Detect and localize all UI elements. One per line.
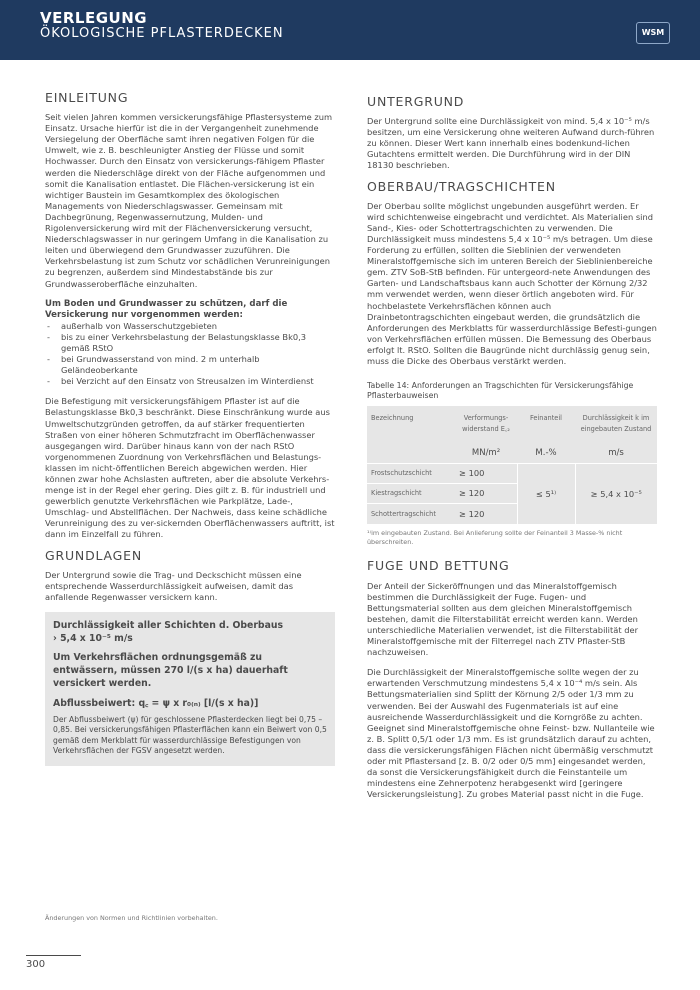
box-note: Der Abflussbeiwert (ψ) für geschlossene Pflasterdecken liegt bei 0,75 – 0,85. Bei versickerungsfähigen Pflasterflächen kann ein Beiwert von 0,5 gemäß dem Merkblatt für wasserdurchlässige Befestigungen von Verkehrsflächen der FGSV angesetzt werden. bbox=[53, 715, 327, 756]
disclaimer-note: Änderungen von Normen und Richtlinien vorbehalten. bbox=[45, 914, 218, 922]
table-cell-name: Kiestragschicht bbox=[371, 489, 422, 498]
table-unit-cell: MN/m² bbox=[471, 448, 501, 459]
box-formula: Abflussbeiwert: q꜀ = ψ x r₀₍ₙ₎ [l/(s x ha)] bbox=[53, 697, 259, 709]
section-heading-grundlagen: GRUNDLAGEN bbox=[45, 547, 143, 563]
right-column bbox=[367, 96, 657, 809]
fuge-paragraph-2: Die Durchlässigkeit der Mineralstoffgemische sollte wegen der zu erwartenden Verschmutzung mindestens 5,4 x 10⁻⁴ m/s sein. Als Bettungsmaterialien sind Splitt der Körnung 2/5 oder 1/3 mm zu verwenden. Bei der Auswahl des Fugenmaterials ist auf eine ausreichende Wasserdurchlässigkeit und die Korngröße zu achten. Geeignet sind Mineralstoffgemische ohne Feinst- bzw. Nullanteile wie z. B. Splitt 0,5/1 oder 1/3 mm. Es ist grundsätzlich darauf zu achten, dass die versickerungsfähigen Flächen nicht übermäßig verschmutzt oder mit Pflastersand [z. B. 0/2 oder 0/5 mm] eingesandet werden, da sonst die Versickerungsfähigkeit durch die Feinstanteile um mindestens eine Zehnerpotenz herabgesenkt wird [geringere Versickerungsleistung]. Zu grobes Material passt nicht in die Fuge. bbox=[367, 667, 655, 800]
section-heading-untergrund: UNTERGRUND bbox=[367, 94, 465, 109]
table-cell-value: ≥ 120 bbox=[459, 488, 485, 499]
left-column bbox=[45, 92, 335, 766]
oberbau-paragraph: Der Oberbau sollte möglichst ungebunden ausgeführt werden. Er wird schichtenweise eingebracht und verdichtet. Als Materialien sind Sand-, Kies- oder Schottertragschichten zu verwenden. Die Durchlässigkeit muss mindestens 5,4 x 10⁻⁵ m/s betragen. Um diese Forderung zu erfüllen, sollten die Sieblinien der verwendeten Mineralstoffgemische sich im unteren Bereich der Sieblinienbereiche gem. ZTV SoB-StB befinden. Für untergeord-nete Anwendungen des Garten- und Landschaftsbaus kann auch Schotter der Körnung 2/32 mm verwendet werden, wenn dieser örtlich angeboten wird. Für hochbelastete Verkehrsflächen können auch Drainbetontragschichten eingebaut werden, die grundsätzlich die Anforderungen des Merkblatts für wasserdurchlässige Befesti-gungen von Verkehrsflächen erfüllen müssen. Die Bemessung des Oberbaus erfolgt lt. RStO. Sollten die Baugründe nicht durchlässig genug sein, muss die Dicke des Oberbaus verstärkt werden. bbox=[367, 200, 657, 366]
table-caption: Tabelle 14: Anforderungen an Tragschichten für Versickerungsfähige Pflasterbauweisen bbox=[367, 381, 634, 401]
table-cell-value: ≥ 100 bbox=[459, 468, 485, 479]
list-item: - außerhalb von Wasserschutzgebieten bbox=[45, 321, 335, 332]
table-unit-cell: M.-% bbox=[535, 448, 557, 459]
einleitung-paragraph-1: Seit vielen Jahren kommen versickerungsfähige Pflastersysteme zum Einsatz. Ursache hierfür ist die in der Vergangenheit zunehmende Versiegelung der Oberfläche samt ihren negativen Folgen für die Umwelt, wie z. B. beschleunigter Anstieg der Flüsse und somit Hochwasser. Durch den Einsatz von versickerungs-fähigem Pflaster werden die Niederschläge direkt von der Fläche aufgenommen und somit die Kanalisation entlastet. Die Flächen-versickerung ist ein wichtiger Baustein im Gesamtkomplex des ökologischen Managements von Niederschlagswasser. Gemeinsam mit Dachbegrünung, Regenwassernutzung, Mulden- und Rigolenversickerung wird mit der Flächenversickerung versucht, Niederschlagswasser in nur geringem Umfang in die Kanalisation zu leiten und überwiegend dem Grundwasser zuzuführen. Die Verkehrsbelastung ist zum Schutz vor schädlichen Verunreinigungen zu begrenzen, außerdem sind Mindestabstände bis zur Grundwasseroberfläche einzuhalten. bbox=[45, 112, 333, 289]
table-header-cell: Feinanteil bbox=[529, 413, 563, 422]
table-header-cell: Verformungs-widerstand E꜀₂ bbox=[462, 413, 510, 433]
requirements-table bbox=[367, 406, 657, 524]
page-number-rule bbox=[26, 955, 81, 956]
table-header-cell: Bezeichnung bbox=[371, 413, 414, 422]
table-unit-cell bbox=[367, 444, 455, 464]
conditions-list bbox=[45, 321, 335, 388]
table-unit-cell: m/s bbox=[608, 448, 624, 459]
list-item: - bei Grundwasserstand von mind. 2 m unterhalb Geländeoberkante bbox=[45, 354, 335, 376]
box-heading: Durchlässigkeit aller Schichten d. Oberbaus bbox=[53, 619, 283, 631]
box-permeability-value: › 5,4 x 10⁻⁵ m/s bbox=[53, 632, 133, 644]
table-cell-feinanteil: ≤ 5¹⁾ bbox=[517, 464, 575, 524]
grundlagen-paragraph-1: Der Untergrund sowie die Trag- und Deckschicht müssen eine entsprechende Wasserdurchlässigkeit aufweisen, damit das anfallende Regenwasser versickern kann. bbox=[45, 569, 302, 602]
table-cell-name: Frostschutzschicht bbox=[371, 469, 432, 478]
header-subtitle: ÖKOLOGISCHE PFLASTERDECKEN bbox=[40, 26, 284, 41]
brand-logo: WSM bbox=[636, 22, 670, 44]
untergrund-paragraph: Der Untergrund sollte eine Durchlässigkeit von mind. 5,4 x 10⁻⁵ m/s besitzen, um eine Versickerung ohne weiteren Aufwand durch-führen zu können. Dieser Wert kann innerhalb eines bodenkund-lichen Gutachtens ermittelt werden. Die Durchführung wird in der DIN 18130 beschrieben. bbox=[367, 116, 655, 171]
fuge-paragraph-1: Der Anteil der Sickeröffnungen und das Mineralstoffgemisch bestimmen die Durchlässigkeit der Fuge. Fugen- und Bettungsmaterial sollten aus dem gleichen Mineralstoffgemisch bestehen, damit die Filterstabilität erreicht werden kann. Werden unterschiedliche Materialien verwendet, ist die Filterstabilität der Mineralstoffgemische mit der Filterregel nach ZTV Pflaster-StB nachzuweisen. bbox=[367, 580, 638, 658]
protection-heading: Um Boden und Grundwasser zu schützen, darf die Versickerung nur vorgenommen werden: bbox=[45, 298, 288, 320]
table-footnote: ¹⁾im eingebauten Zustand. Bei Anlieferung sollte der Feinanteil 3 Masse-% nicht überschreiten. bbox=[367, 528, 623, 546]
list-item: - bis zu einer Verkehrsbelastung der Belastungsklasse Bk0,3 gemäß RStO bbox=[45, 332, 335, 354]
table-cell-value: ≥ 120 bbox=[459, 508, 485, 519]
section-heading-einleitung: EINLEITUNG bbox=[45, 90, 129, 105]
header-title: VERLEGUNG bbox=[40, 9, 148, 27]
section-heading-oberbau: OBERBAU/TRAGSCHICHTEN bbox=[367, 178, 556, 194]
section-heading-fuge: FUGE UND BETTUNG bbox=[367, 558, 510, 574]
table-header-cell: Durchlässigkeit k im eingebauten Zustand bbox=[580, 413, 652, 433]
einleitung-paragraph-2: Die Befestigung mit versickerungsfähigem Pflaster ist auf die Belastungsklasse Bk0,3 beschränkt. Diese Einschränkung wurde aus Umweltschutzgründen getroffen, da auf stärker frequentierten Straßen von einer höheren Schmutzfracht im Oberflächenwasser ausgegangen wird. Darüber hinaus kann von der nach RStO vorgenommenen Zuordnung von Verkehrsflächen und Belastungs-klassen im nicht-öffentlichen Bereich abgewichen werden. Hier können zwar hohe Achslasten auftreten, aber die absolute Verkehrs-menge ist in der Regel eher gering. Dies gilt z. B. für industriell und gewerblich genutzte Verkehrsflächen wie Parkplätze, Lade-, Umschlag- und Abstellflächen. Der Nachweis, dass keine schädliche Verunreinigung des zu ver-sickernden Oberflächenwassers auftritt, ist dann im Einzelfall zu führen. bbox=[45, 396, 335, 540]
table-cell-durchlaessigkeit: ≥ 5,4 x 10⁻⁵ bbox=[575, 464, 657, 524]
list-item: - bei Verzicht auf den Einsatz von Streusalzen im Winterdienst bbox=[45, 376, 335, 387]
table-cell-name: Schottertragschicht bbox=[371, 509, 436, 518]
table-row bbox=[367, 464, 657, 484]
box-drainage-statement: Um Verkehrsflächen ordnungsgemäß zu entwässern, müssen 270 l/(s x ha) dauerhaft versickert werden. bbox=[53, 651, 288, 689]
info-box bbox=[45, 612, 335, 766]
page-number: 300 bbox=[26, 959, 46, 970]
page-header bbox=[0, 0, 700, 60]
